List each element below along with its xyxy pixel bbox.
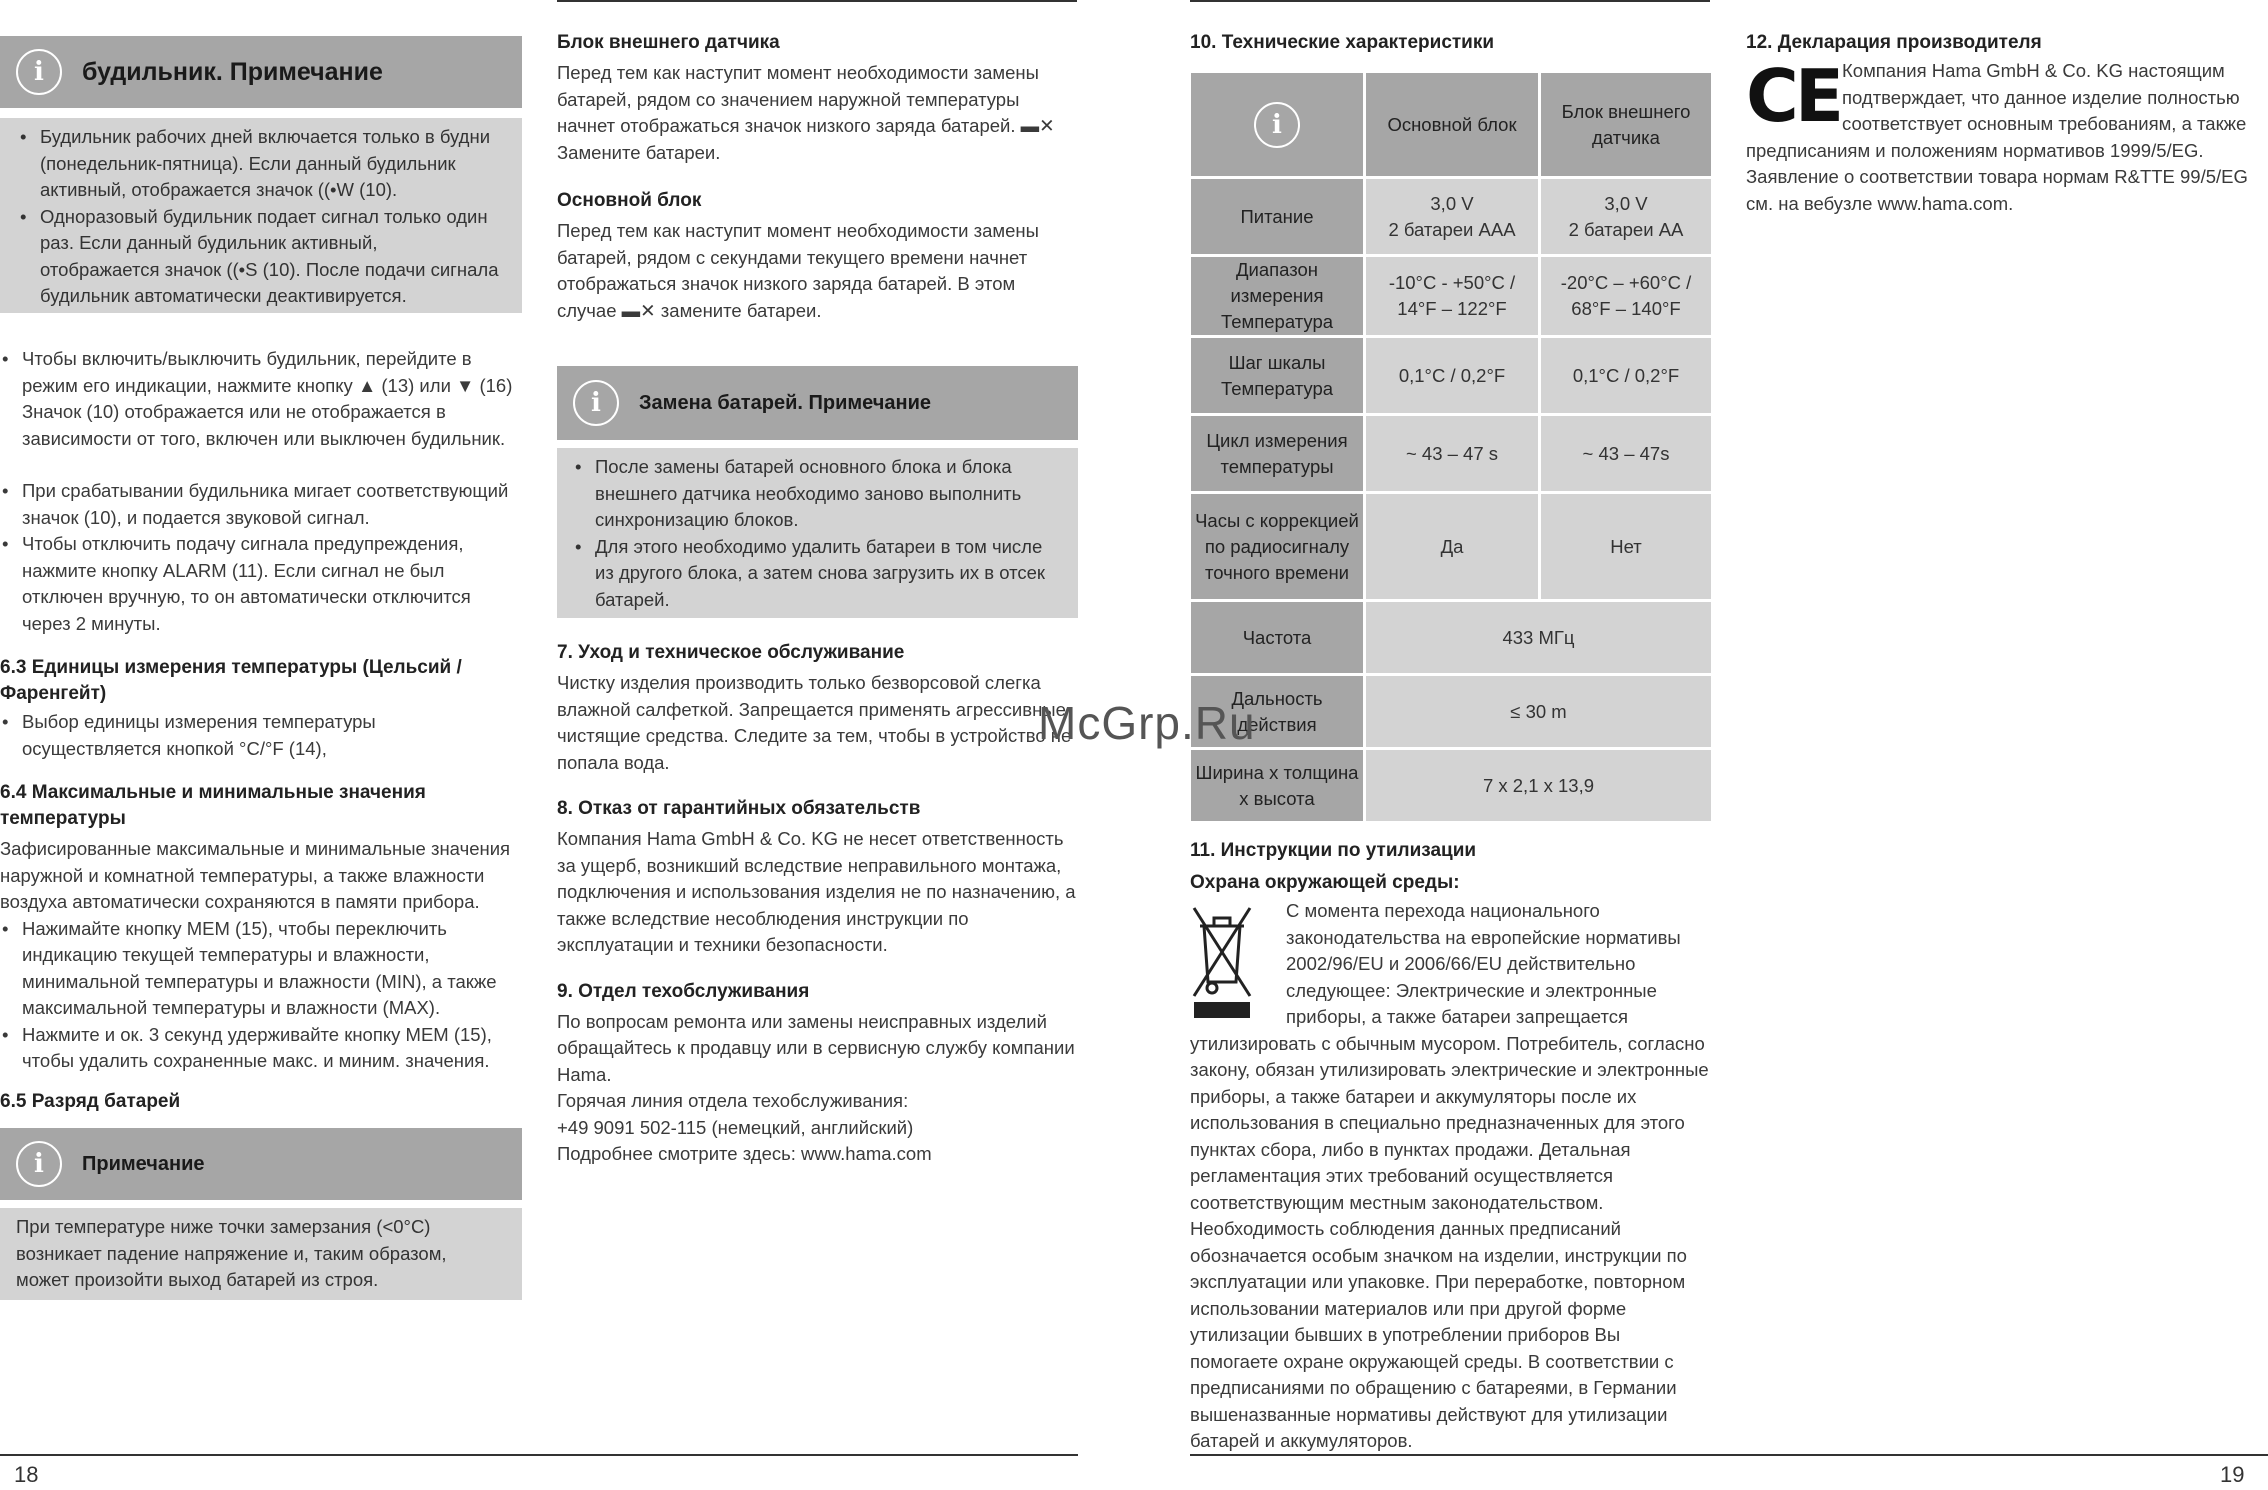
- section-6-4-text: Зафисированные максимальные и минимальные значения наружной и комнатной температуры, а также влажности воздуха автоматически сохраняются в памяти прибора.: [0, 838, 511, 912]
- info-icon: i: [573, 380, 619, 426]
- page-number-right: 19: [2220, 1462, 2245, 1487]
- spec-value-ext: ~ 43 – 47s: [1541, 416, 1711, 491]
- section-10-title: 10. Технические характеристики: [1190, 32, 1495, 53]
- section-10-heading: [1190, 30, 1710, 56]
- spec-head-ext: Блок внешнего датчика: [1541, 73, 1711, 176]
- section-11-text-wrap: С момента перехода национального законодательства на европейские нормативы 2002/96/EU и 2006/66/EU действительно следующее: Электрические и электронные приборы, а также батареи запрещается: [1286, 900, 1681, 1027]
- section-12-text: предписаниям и положениям нормативов 1999/5/EG. Заявление о соответствии товара нормам R&TTE 99/5/EG см. на вебузле www.hama.com.: [1746, 139, 2248, 214]
- spec-value-main: -10°C - +50°C / 14°F – 122°F: [1366, 257, 1538, 335]
- main-unit-text: Перед тем как наступит момент необходимости замены батарей, рядом с секундами текущего времени начнет отображаться значок низкого заряда батарей. В этом случае ▬✕ замените батареи.: [557, 220, 1039, 321]
- note-body: [0, 1208, 522, 1300]
- spec-label: Дальность действия: [1191, 676, 1363, 747]
- ce-mark: CE: [1746, 54, 1841, 138]
- section-8-title: 8. Отказ от гарантийных обязательств: [557, 798, 921, 819]
- section-9-line: По вопросам ремонта или замены неисправных изделий обращайтесь к продавцу или в сервисную службу компании Hama.: [557, 1010, 1075, 1085]
- spec-head-icon-cell: [1191, 73, 1363, 176]
- top-rule-right: [1190, 0, 1710, 2]
- alarm-bullet: • При срабатывании будильника мигает соответствующий значок (10), и подается звуковой сигнал.: [0, 478, 520, 531]
- section-6-3-title: 6.3 Единицы измерения температуры (Цельсий / Фаренгейт): [0, 657, 462, 704]
- top-rule-left: [557, 0, 1077, 2]
- section-9-line: Горячая линия отдела техобслуживания:: [557, 1090, 909, 1111]
- battery-note-item: • Для этого необходимо удалить батареи в том числе из другого блока, а затем снова загрузить их в отсек батарей.: [573, 534, 1062, 614]
- spec-value-ext: -20°C – +60°C / 68°F – 140°F: [1541, 257, 1711, 335]
- section-6-5-title: 6.5 Разряд батарей: [0, 1090, 181, 1112]
- section-11-subtitle: Охрана окружающей среды:: [1190, 872, 1460, 893]
- spec-label: Диапазон измерения Температура: [1191, 257, 1363, 335]
- section-12-text-wrap: Компания Hama GmbH & Co. KG настоящим подтверждает, что данное изделие полностью соответствует основным требованиям, а также: [1842, 60, 2247, 134]
- spec-head-main: Основной блок: [1366, 73, 1538, 176]
- column-2-text-top: [557, 30, 1077, 324]
- alarm-note-title: будильник. Примечание: [82, 57, 383, 86]
- section-9-line: Подробнее смотрите здесь: www.hama.com: [557, 1143, 932, 1164]
- spec-value-main: 3,0 V 2 батареи AAA: [1366, 179, 1538, 254]
- info-icon: i: [16, 49, 62, 95]
- section-6-4-bullet: • Нажмите и ок. 3 секунд удерживайте кнопку MEM (15), чтобы удалить сохраненные макс. и миним. значения.: [0, 1022, 520, 1075]
- section-6-3-bullet: • Выбор единицы измерения температуры осуществляется кнопкой °C/°F (14),: [0, 709, 520, 762]
- spec-value-ext: 0,1°C / 0,2°F: [1541, 338, 1711, 413]
- battery-note-body: [557, 448, 1078, 618]
- alarm-note-header: [0, 36, 522, 108]
- spec-value-main: 0,1°C / 0,2°F: [1366, 338, 1538, 413]
- battery-note-header: [557, 366, 1078, 440]
- column-1-text: [0, 346, 520, 1115]
- section-7-title: 7. Уход и техническое обслуживание: [557, 642, 905, 663]
- main-unit-title: Основной блок: [557, 190, 702, 211]
- page-number-left: 18: [14, 1462, 39, 1487]
- section-9-title: 9. Отдел техобслуживания: [557, 980, 810, 1002]
- section-6-4-title: 6.4 Максимальные и минимальные значения температуры: [0, 782, 426, 829]
- spec-value-main: Да: [1366, 494, 1538, 599]
- spec-value-span: 433 МГц: [1366, 602, 1711, 673]
- alarm-bullet: • Чтобы отключить подачу сигнала предупреждения, нажмите кнопку ALARM (11). Если сигнал не был отключен вручную, то он автоматически отключится через 2 минуты.: [0, 531, 520, 637]
- section-12-title: 12. Декларация производителя: [1746, 32, 2042, 53]
- spec-value-span: 7 x 2,1 x 13,9: [1366, 750, 1711, 821]
- bottom-rule-left: [0, 1454, 1078, 1456]
- section-12: [1746, 30, 2266, 217]
- section-7-text: Чистку изделия производить только безворсовой слегка влажной салфеткой. Запрещается применять агрессивные чистящие средства. Следите за тем, чтобы в устройство не попала вода.: [557, 672, 1072, 773]
- section-8-text: Компания Hama GmbH & Co. KG не несет ответственность за ущерб, возникший вследствие неправильного монтажа, подключения и использования изделия не по назначению, а также вследствие несоблюдения инструкции по эксплуатации и техники безопасности.: [557, 828, 1076, 955]
- watermark: McGrp.Ru: [1038, 697, 1256, 749]
- spec-value-span: ≤ 30 m: [1366, 676, 1711, 747]
- battery-note-title: Замена батарей. Примечание: [639, 391, 932, 414]
- ext-sensor-text: Перед тем как наступит момент необходимости замены батарей, рядом со значением наружной температуры начнет отображаться значок низкого заряда батарей. ▬✕ Замените батареи.: [557, 62, 1055, 163]
- weee-bin-icon: [1190, 904, 1254, 1020]
- spec-label: Частота: [1191, 602, 1363, 673]
- bottom-rule-right: [1190, 1454, 2268, 1456]
- spec-label: Часы с коррекцией по радиосигналу точного времени: [1191, 494, 1363, 599]
- spec-label: Цикл измерения температуры: [1191, 416, 1363, 491]
- spec-value-ext: 3,0 V 2 батареи AA: [1541, 179, 1711, 254]
- note-text: При температуре ниже точки замерзания (<0°C) возникает падение напряжение и, таким образом, может произойти выход батарей из строя.: [16, 1216, 447, 1290]
- alarm-note-body: [0, 118, 522, 313]
- spec-value-ext: Нет: [1541, 494, 1711, 599]
- note-title: Примечание: [82, 1152, 205, 1175]
- column-2-text-bottom: [557, 640, 1077, 1168]
- info-icon: i: [16, 1141, 62, 1187]
- spec-label: Шаг шкалы Температура: [1191, 338, 1363, 413]
- section-6-4-bullet: • Нажимайте кнопку MEM (15), чтобы переключить индикацию текущей температуры и влажности, минимальной температуры и влажности (MIN), а также максимальной температуры и влажности (MAX).: [0, 916, 520, 1022]
- note-header: [0, 1128, 522, 1200]
- section-11-title: 11. Инструкции по утилизации: [1190, 840, 1477, 861]
- battery-note-item: • После замены батарей основного блока и блока внешнего датчика необходимо заново выполнить синхронизацию блоков.: [573, 454, 1062, 534]
- spec-label: Ширина x толщина x высота: [1191, 750, 1363, 821]
- spec-table: [1188, 70, 1714, 824]
- section-9-line: +49 9091 502-115 (немецкий, английский): [557, 1116, 914, 1138]
- section-11: [1190, 838, 1710, 1455]
- alarm-note-item: • Будильник рабочих дней включается только в будни (понедельник-пятница). Если данный будильник активный, отображается значок ((•W (10).: [18, 124, 502, 204]
- spec-value-main: ~ 43 – 47 s: [1366, 416, 1538, 491]
- ext-sensor-title: Блок внешнего датчика: [557, 32, 780, 53]
- spec-label: Питание: [1191, 179, 1363, 254]
- alarm-note-item: • Одноразовый будильник подает сигнал только один раз. Если данный будильник активный, отображается значок ((•S (10). После подачи сигнала будильник автоматически деактивируется.: [18, 204, 502, 310]
- info-icon: i: [1254, 102, 1300, 148]
- alarm-bullet: • Чтобы включить/выключить будильник, перейдите в режим его индикации, нажмите кнопку ▲ (13) или ▼ (16) Значок (10) отображается или не отображается в зависимости от того, включен или выключен будильник.: [0, 346, 520, 452]
- section-11-text: утилизировать с обычным мусором. Потребитель, согласно закону, обязан утилизировать электрические и электронные приборы, а также батареи и аккумуляторы после их использования в специально предназначенных для этого пунктах сбора, либо в пунктах продажи. Детальная регламентация этих требований осуществляется соответствующим местным законодательством. Необходимость соблюдения данных предписаний обозначается особым значком на изделии, инструкции по эксплуатации или упаковке. При переработке, повторном использовании материалов или при другой форме утилизации бывших в употреблении приборов Вы помогаете охране окружающей среды. В соответствии с предписаниями по обращению с батареями, в Германии вышеназванные нормативы действуют для утилизации батарей и аккумуляторов.: [1190, 1032, 1709, 1451]
